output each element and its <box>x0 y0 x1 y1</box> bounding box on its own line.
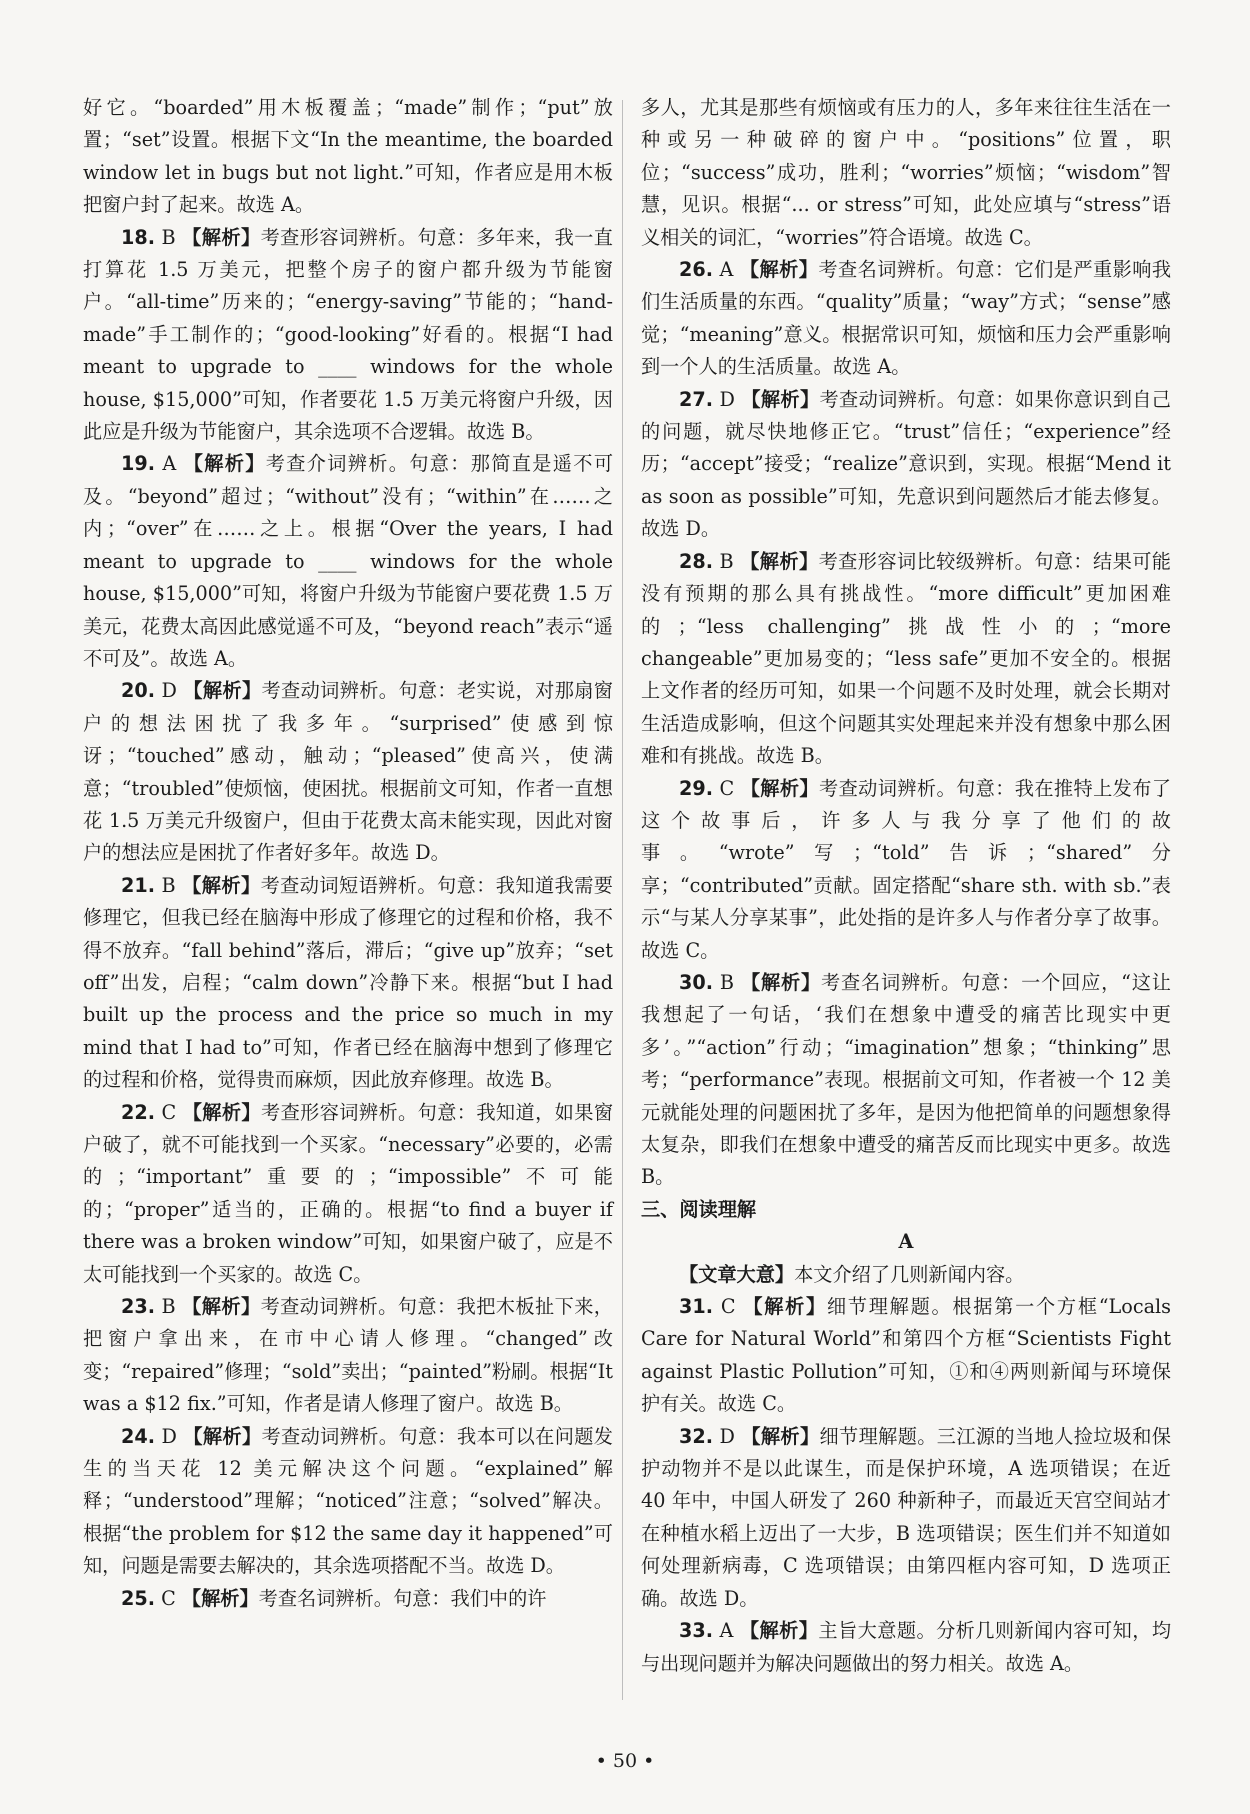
explanation-tag: 【解析】 <box>182 873 261 897</box>
question-number: 19. <box>121 452 155 476</box>
answer-choice: C <box>719 776 735 800</box>
question-number: 31. <box>679 1295 713 1319</box>
question-number: 21. <box>121 873 155 897</box>
explanation-text: 考查动词辨析。句意：如果你意识到自己的问题，就尽快地修正它。“trust”信任；“experience”经历；“accept”接受；“realize”意识到，实现。根据“Mend it as soon as possible”可知，先意识到问题然后才能去修复。故选 D。 <box>641 387 1171 541</box>
answer-choice: D <box>161 679 177 703</box>
answer-explanation <box>641 967 1171 1194</box>
explanation-tag: 【解析】 <box>182 1100 261 1124</box>
answer-explanation <box>641 773 1171 967</box>
question-number: 26. <box>679 258 713 282</box>
passage-label: A <box>898 1230 914 1254</box>
question-number: 28. <box>679 549 713 573</box>
article-summary <box>641 1259 1171 1291</box>
explanation-tag: 【文章大意】 <box>679 1262 795 1286</box>
explanation-text: 好它。“boarded”用木板覆盖；“made”制作；“put”放置；“set”设置。根据下文“In the meantime, the boarded window let in bugs but not light.”可知，作者应是用木板把窗户封了起来。故选 A。 <box>83 96 613 217</box>
section-heading: 三、阅读理解 <box>641 1197 757 1221</box>
answer-choice: A <box>719 1619 734 1643</box>
page-number: • 50 • <box>595 1750 655 1772</box>
explanation-tag: 【解析】 <box>741 387 820 411</box>
question-number: 24. <box>121 1424 155 1448</box>
answer-explanation <box>83 1097 613 1291</box>
question-number: 30. <box>679 970 713 994</box>
answer-choice: B <box>161 873 176 897</box>
explanation-tag: 【解析】 <box>743 1295 827 1319</box>
question-number: 20. <box>121 679 155 703</box>
explanation-tag: 【解析】 <box>183 1424 262 1448</box>
explanation-tag: 【解析】 <box>182 225 261 249</box>
question-number: 23. <box>121 1295 155 1319</box>
answer-choice: A <box>162 452 177 476</box>
explanation-text: 细节理解题。三江源的当地人捡垃圾和保护动物并不是以此谋生，而是保护环境，A 选项错误；在近 40 年中，中国人研发了 260 种新种子，而最近天宫空间站才在种植水稻上迈出了一大步，B 选项错误；医生们并不知道如何处理新病毒，C 选项错误；由第四框内容可知，D 选项正确。故选 D。 <box>641 1424 1171 1610</box>
explanation-tag: 【解析】 <box>740 549 819 573</box>
left-column <box>83 92 613 1615</box>
answer-explanation <box>641 384 1171 546</box>
answer-explanation <box>83 675 613 869</box>
answer-choice: C <box>161 1586 176 1610</box>
explanation-tag: 【解析】 <box>181 1586 259 1610</box>
explanation-text: 考查名词辨析。句意：一个回应，“这让我想起了一句话，‘我们在想象中遭受的痛苦比现实中更多’。”“action”行动；“imagination”想象；“thinking”思考；“performance”表现。根据前文可知，作者被一个 12 美元就能处理的问题困扰了多年，是因为他把简单的问题想象得太复杂，即我们在想象中遭受的痛苦反而比现实中更多。故选 B。 <box>641 970 1171 1189</box>
question-number: 32. <box>679 1424 713 1448</box>
answer-explanation <box>641 1615 1171 1680</box>
explanation-text: 考查介词辨析。句意：那简直是遥不可及。“beyond”超过；“without”没有；“within”在……之内；“over”在……之上。根据“Over the years, I had meant to upgrade to ____ windows for the whole house, $15,000”可知，将窗户升级为节能窗户要花费 1.5 万美元，花费太高因此感觉遥不可及，“beyond reach”表示“遥不可及”。故选 A。 <box>83 452 614 670</box>
explanation-tag: 【解析】 <box>739 1619 819 1643</box>
answer-choice: D <box>719 387 735 411</box>
answer-choice: B <box>161 1295 176 1319</box>
question-number: 22. <box>121 1100 155 1124</box>
explanation-tag: 【解析】 <box>183 679 262 703</box>
explanation-text: 考查动词辨析。句意：我在推特上发布了这个故事后，许多人与我分享了他们的故事。“wrote”写；“told”告诉；“shared”分享；“contributed”贡献。固定搭配“share sth. with sb.”表示“与某人分享某事”，此处指的是许多人与作者分享了故事。故选 C。 <box>641 776 1172 962</box>
answer-explanation <box>83 448 613 675</box>
explanation-tag: 【解析】 <box>739 258 819 282</box>
explanation-text: 考查名词辨析。句意：它们是严重影响我们生活质量的东西。“quality”质量；“way”方式；“sense”感觉；“meaning”意义。根据常识可知，烦恼和压力会严重影响到一个人的生活质量。故选 A。 <box>641 258 1172 379</box>
explanation-text: 考查形容词辨析。句意：我知道，如果窗户破了，就不可能找到一个买家。“necessary”必要的，必需的；“important”重要的；“impossible”不可能的；“proper”适当的，正确的。根据“to find a buyer if there was a broken window”可知，如果窗户破了，应是不太可能找到一个买家的。故选 C。 <box>83 1100 614 1286</box>
explanation-text: 细节理解题。根据第一个方框“Locals Care for Natural World”和第四个方框“Scientists Fight against Plastic Pollution”可知，①和④两则新闻与环境保护有关。故选 C。 <box>641 1295 1171 1416</box>
answer-choice: C <box>720 1295 736 1319</box>
explanation-tag: 【解析】 <box>740 970 821 994</box>
explanation-text: 考查形容词比较级辨析。句意：结果可能没有预期的那么具有挑战性。“more difficult”更加困难的；“less challenging”挑战性小的；“more changeable”更加易变的；“less safe”更加不安全的。根据上文作者的经历可知，如果一个问题不及时处理，就会长期对生活造成影响，但这个问题其实处理起来并没有想象中那么困难和有挑战。故选 B。 <box>641 549 1171 768</box>
right-column <box>641 92 1171 1680</box>
explanation-text: 主旨大意题。分析几则新闻内容可知，均与出现问题并为解决问题做出的努力相关。故选 A。 <box>641 1619 1172 1675</box>
explanation-text: 本文介绍了几则新闻内容。 <box>794 1262 1025 1286</box>
answer-choice: C <box>161 1100 177 1124</box>
explanation-text: 多人，尤其是那些有烦恼或有压力的人，多年来往往生活在一种或另一种破碎的窗户中。“positions”位置，职位；“success”成功，胜利；“worries”烦恼；“wisdom”智慧，见识。根据“... or stress”可知，此处应填与“stress”语义相关的词汇，“worries”符合语境。故选 C。 <box>641 96 1171 249</box>
explanation-text: 考查形容词辨析。句意：多年来，我一直打算花 1.5 万美元，把整个房子的窗户都升级为节能窗户。“all-time”历来的；“energy-saving”节能的；“hand-made”手工制作的；“good-looking”好看的。根据“I had meant to upgrade to ____ windows for the whole house, $15,000”可知，作者要花 1.5 万美元将窗户升级，因此应是升级为节能窗户，其余选项不合逻辑。故选 B。 <box>83 225 613 444</box>
answer-choice: B <box>161 225 176 249</box>
answer-explanation <box>641 1291 1171 1421</box>
question-number: 29. <box>679 776 713 800</box>
answer-explanation <box>83 870 613 1097</box>
explanation-tag: 【解析】 <box>741 1424 820 1448</box>
explanation-text: 考查动词辨析。句意：我把木板扯下来，把窗户拿出来，在市中心请人修理。“changed”改变；“repaired”修理；“sold”卖出；“painted”粉刷。根据“It was a $12 fix.”可知，作者是请人修理了窗户。故选 B。 <box>83 1295 613 1416</box>
answer-choice: B <box>719 549 734 573</box>
question-number: 18. <box>121 225 155 249</box>
explanation-tag: 【解析】 <box>183 452 266 476</box>
answer-explanation <box>83 1421 613 1583</box>
explanation-tag: 【解析】 <box>182 1295 261 1319</box>
answer-explanation <box>641 1421 1171 1615</box>
continued-paragraph <box>83 92 613 222</box>
column-divider <box>622 100 623 1700</box>
answer-explanation <box>641 254 1171 384</box>
question-number: 27. <box>679 387 713 411</box>
explanation-text: 考查动词辨析。句意：老实说，对那扇窗户的想法困扰了我多年。“surprised”使感到惊讶；“touched”感动，触动；“pleased”使高兴，使满意；“troubled”使烦恼，使困扰。根据前文可知，作者一直想花 1.5 万美元升级窗户，但由于花费太高未能实现，因此对窗户的想法应是困扰了作者好多年。故选 D。 <box>83 679 613 865</box>
question-number: 33. <box>679 1619 713 1643</box>
explanation-text: 考查动词辨析。句意：我本可以在问题发生的当天花 12 美元解决这个问题。“explained”解释；“understood”理解；“noticed”注意；“solved”解决。根据“the problem for $12 the same day it happened”可知，问题是需要去解决的，其余选项搭配不当。故选 D。 <box>83 1424 613 1578</box>
answer-choice: D <box>719 1424 735 1448</box>
answer-explanation <box>83 1291 613 1421</box>
explanation-text: 考查动词短语辨析。句意：我知道我需要修理它，但我已经在脑海中形成了修理它的过程和价格，我不得不放弃。“fall behind”落后，滞后；“give up”放弃；“set off”出发，启程；“calm down”冷静下来。根据“but I had built up the process and the price so much in my mind that I had to”可知，作者已经在脑海中想到了修理它的过程和价格，觉得贵而麻烦，因此放弃修理。故选 B。 <box>83 873 613 1092</box>
answer-explanation <box>83 222 613 449</box>
continued-paragraph <box>641 92 1171 254</box>
question-number: 25. <box>121 1586 155 1610</box>
explanation-tag: 【解析】 <box>740 776 819 800</box>
answer-explanation <box>641 546 1171 773</box>
answer-choice: A <box>719 258 734 282</box>
answer-explanation <box>83 1583 613 1615</box>
answer-choice: B <box>719 970 735 994</box>
explanation-text: 考查名词辨析。句意：我们中的许 <box>258 1586 547 1610</box>
answer-choice: D <box>161 1424 177 1448</box>
